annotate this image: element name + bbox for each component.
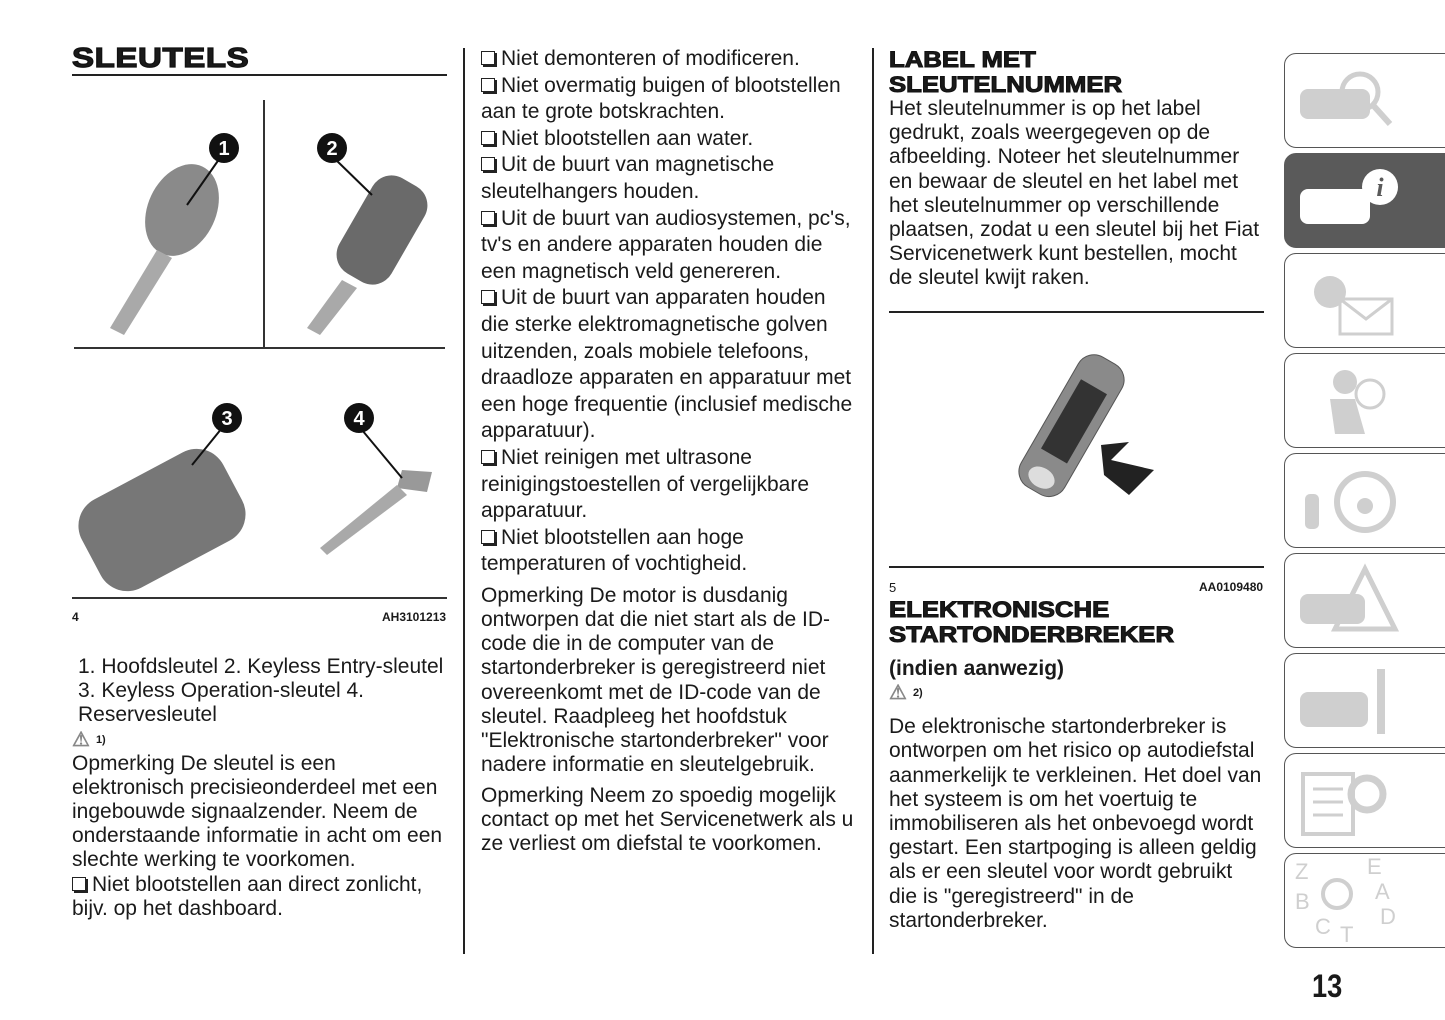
car-warning-triangle-icon (1285, 554, 1405, 644)
key-steering-wheel-icon (1285, 454, 1405, 544)
tab-starting-driving[interactable] (1284, 453, 1445, 548)
list-item: Niet demonteren of modificeren. (481, 46, 859, 73)
figure-rule-top (889, 311, 1264, 313)
spare-key-image (320, 470, 432, 555)
list-item: Niet overmatig buigen of blootstellen aan te grote botskrachten. (481, 73, 841, 124)
index-letter: B (1295, 889, 1316, 914)
column-keys (72, 44, 447, 72)
immobilizer-paragraph: De elektronische startonderbreker is ontworpen om het risico op autodiefstal aanmerkelijk te verkleinen. Het doel van het systeem is om het voertuig te immobiliseren als het onbevoegd wordt gestart. Een startpoging is alleen geldig als er een sleutel voor wordt gebruikt die is "geregistreerd" in de startonderbreker. (889, 715, 1262, 932)
section-title-keys: SLEUTELS (72, 42, 250, 73)
checkbox-bullet-icon (72, 877, 86, 891)
checkbox-bullet-icon (481, 157, 495, 171)
title-rule (72, 74, 447, 76)
callout-3-label: 3 (221, 408, 233, 430)
tab-car-info[interactable] (1284, 153, 1445, 248)
note-paragraph: Opmerking De motor is dusdanig ontworpen dat die niet start als de ID-code die in de computer van de startonderbreker is geregistreerd niet overeenkomt met de ID-code van de sleutel. Raadpleeg het hoofdstuk "Elektronische startonderbreker" voor nadere informatie en sleutelgebruik. (481, 583, 831, 777)
car-wrench-icon (1285, 654, 1405, 744)
note-paragraph: Opmerking De sleutel is een elektronisch precisieonderdeel met een ingebouwde signaalzender. Neem de onderstaande informatie in acht om een slechte werking te voorkomen. (72, 751, 443, 872)
warning-ref-2: ⚠ 2) (889, 682, 923, 705)
keyless-operation-key-image (72, 438, 256, 600)
index-letter: D (1380, 904, 1402, 929)
list-item: Niet blootstellen aan water. (481, 126, 859, 153)
figure-number: 5 (889, 580, 897, 595)
keyless-entry-key-image (307, 167, 435, 335)
warning-triangle-icon: ⚠ (72, 728, 90, 751)
checkbox-bullet-icon (481, 211, 495, 225)
checkbox-bullet-icon (481, 131, 495, 145)
car-info-icon (1285, 154, 1405, 244)
note-paragraph: Opmerking Neem zo spoedig mogelijk contact op met het Servicenetwerk als u ze verliest om diefstal te voorkomen. (481, 783, 854, 855)
index-letter: A (1375, 879, 1395, 904)
checkbox-bullet-icon (481, 51, 495, 65)
warning-triangle-icon: ⚠ (889, 682, 907, 705)
tab-emergency[interactable] (1284, 553, 1445, 648)
svg-text:i: i (1376, 173, 1384, 202)
keys-text (72, 655, 450, 921)
checkbox-bullet-icon (481, 450, 495, 464)
main-key-image (110, 152, 233, 335)
tab-technical-data[interactable] (1284, 753, 1445, 848)
checkbox-bullet-icon (481, 530, 495, 544)
arrow-icon (1101, 442, 1154, 495)
tab-maintenance[interactable] (1284, 653, 1445, 748)
list-item: Niet blootstellen aan direct zonlicht, bijv. op het dashboard. (72, 872, 423, 920)
figure-legend: 1. Hoofdsleutel 2. Keyless Entry-sleutel 3. Keyless Operation-sleutel 4. Reservesleutel (78, 655, 444, 727)
warning-ref-1: ⚠ 1) (72, 728, 106, 751)
keys-figure (72, 100, 447, 600)
column-key-label (889, 48, 1264, 291)
airbag-seat-icon (1285, 354, 1405, 444)
section-subtitle: (indien aanwezig) (889, 657, 1065, 680)
tab-safety[interactable] (1284, 353, 1445, 448)
figure-rule-bottom (889, 566, 1264, 568)
tab-car-knowledge[interactable] (1284, 53, 1445, 148)
tab-warning-lights[interactable] (1284, 253, 1445, 348)
list-item: Uit de buurt van audiosystemen, pc's, tv's en andere apparaten houden die een magnetisch veld genereren. (481, 206, 851, 283)
column-immobilizer (889, 598, 1264, 933)
warning-lights-message-icon (1285, 254, 1405, 344)
index-letter: Z (1295, 859, 1315, 884)
callout-1-label: 1 (218, 138, 230, 160)
index-letter: T (1340, 922, 1354, 944)
column-divider (872, 48, 874, 954)
list-item: Uit de buurt van magnetische sleutelhangers houden. (481, 153, 775, 203)
list-item: Uit de buurt van apparaten houden die sterke elektromagnetische golven uitzenden, zoals mobiele telefoons, draadloze apparaten en apparatuur met een hoge frequentie (inclusief medische apparatuur). (481, 286, 853, 443)
column-divider (463, 48, 465, 954)
alphabetical-index-icon (1285, 854, 1405, 944)
index-letter: E (1367, 854, 1388, 879)
column-care (481, 46, 859, 856)
tab-index[interactable] (1284, 853, 1445, 948)
page-number: 13 (1312, 968, 1343, 1004)
key-label-paragraph: Het sleutelnummer is op het label gedrukt, zoals weergegeven op de afbeelding. Noteer het sleutelnummer en bewaar de sleutel en het label met het sleutelnummer op verschillende plaatsen, zodat u een sleutel bij het Fiat Servicenetwerk kunt bestellen, mocht de sleutel kwijt raken. (889, 97, 1260, 290)
figure-code: AA0109480 (1199, 580, 1264, 594)
specs-gear-icon (1285, 754, 1405, 844)
car-search-icon (1285, 54, 1405, 144)
callout-2-label: 2 (326, 138, 338, 160)
list-item: Niet blootstellen aan hoge temperaturen of vochtigheid. (481, 525, 748, 576)
callout-4-label: 4 (353, 408, 365, 430)
list-item: Niet reinigen met ultrasone reinigingstoestellen of vergelijkbare apparatuur. (481, 445, 810, 523)
index-letter: C (1315, 914, 1337, 939)
checkbox-bullet-icon (481, 290, 495, 304)
section-title-immobilizer: ELEKTRONISCHE STARTONDERBREKER (889, 597, 1175, 647)
checkbox-bullet-icon (481, 78, 495, 92)
key-label-figure (889, 320, 1264, 565)
figure-number: 4 (72, 610, 79, 624)
section-title-key-label: LABEL MET SLEUTELNUMMER (889, 47, 1123, 97)
figure-code: AH3101213 (382, 610, 447, 624)
